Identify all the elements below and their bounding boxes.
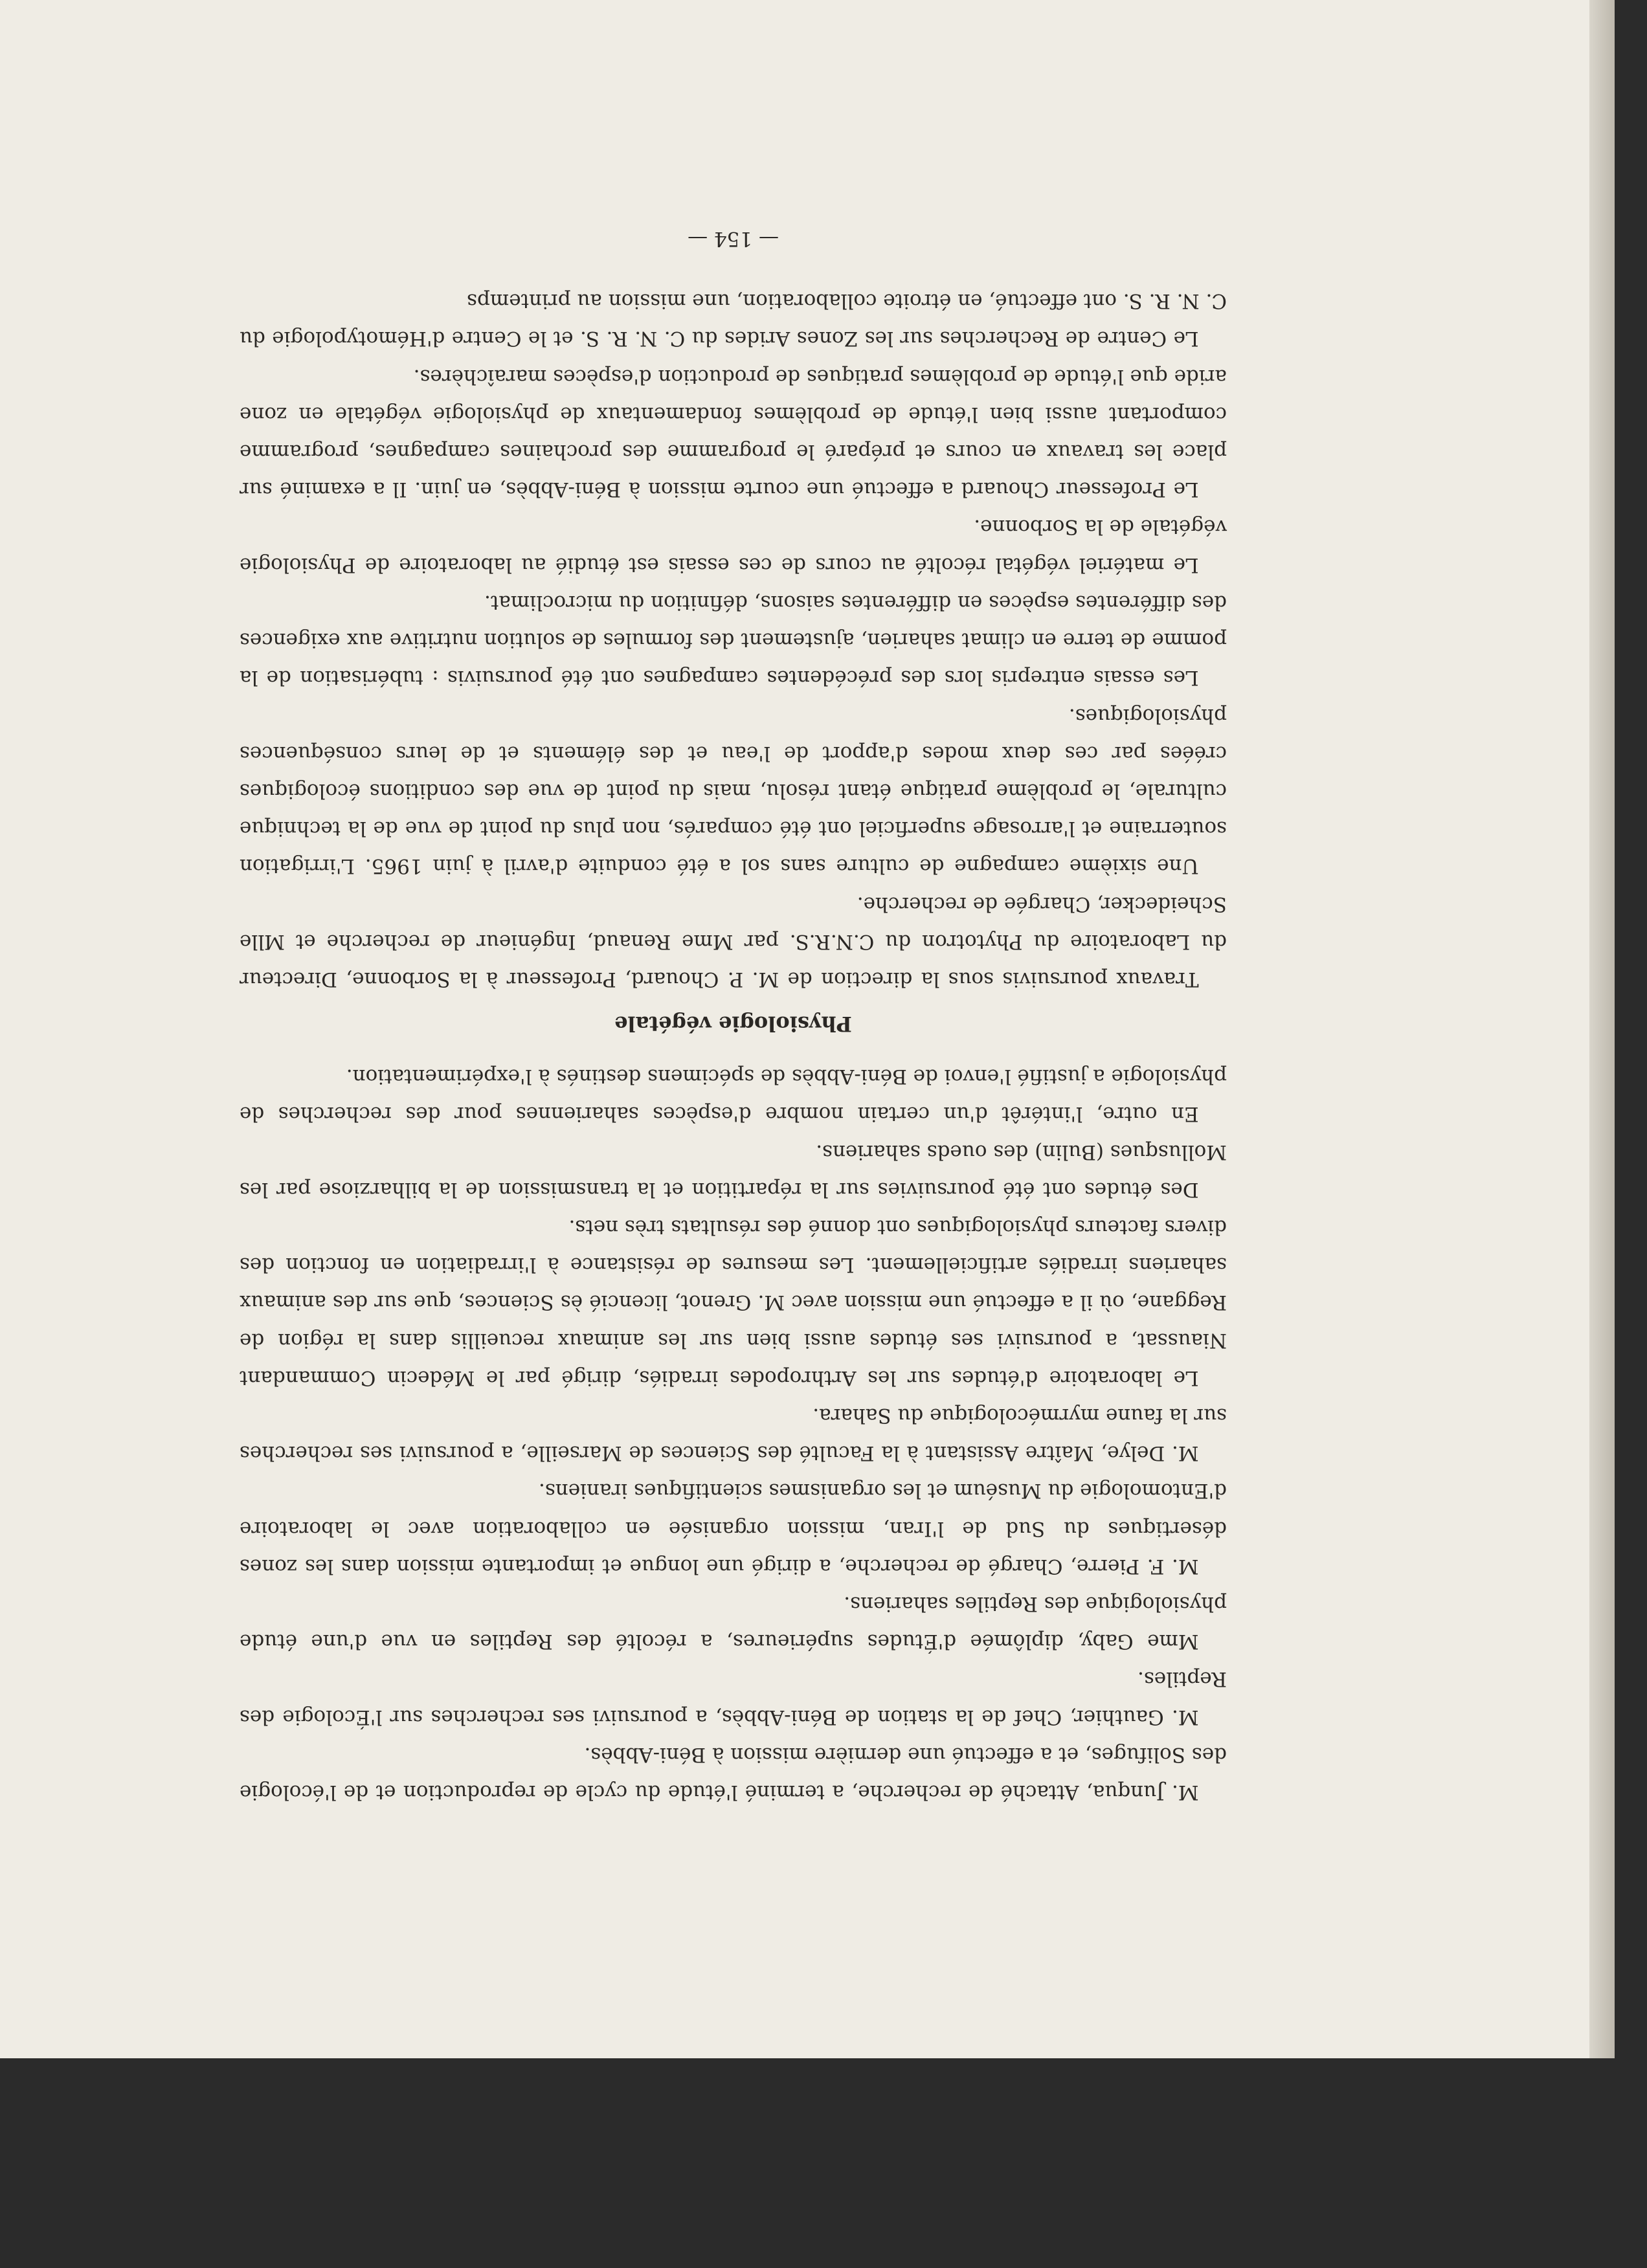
paragraph: Des études ont été poursuivies sur la répartition et la transmission de la bilharziose par les Mollusques (Bulin) des oueds sahariens. xyxy=(240,1140,1227,1201)
page-gutter-shadow xyxy=(1589,0,1615,2058)
paragraph: Une sixième campagne de culture sans sol a été conduite d'avril à juin 1965. L'irrigation souterraine et l'arrosage superficiel ont été comparés, non plus du point de vue de la technique culturale, le problème pratique étant résolu, mais du point de vue des conditions écologiques créées par ces deux modes d'apport de l'eau et des éléments et de leurs conséquences physiologiques. xyxy=(240,704,1227,878)
paragraph: Le laboratoire d'études sur les Arthropodes irradiés, dirigé par le Médecin Commandant Niaussat, a poursuivi ses études aussi bien sur les animaux recueillis dans la région de Reggane, où il a effectué une mission avec M. Grenot, licencié ès Sciences, que sur des animaux sahariens irradiés artificiellement. Les mesures de résistance à l'irradiation en fonction des divers facteurs physiologiques ont donné des résultats très nets. xyxy=(240,1216,1227,1390)
paragraph: Le matériel végétal récolté au cours de ces essais est étudié au laboratoire de Physiologie végétale de la Sorbonne. xyxy=(240,515,1227,577)
rotated-text-block xyxy=(240,220,1227,1811)
paragraph: M. Delye, Maître Assistant à la Faculté des Sciences de Marseille, a poursuivi ses recherches sur la faune myrmécologique du Sahara. xyxy=(240,1404,1227,1465)
paragraph: Travaux poursuivis sous la direction de M. P. Chouard, Professeur à la Sorbonne, Directeur du Laboratoire du Phytotron du C.N.R.S. par Mme Renaud, Ingénieur de recherche et Mlle Scheidecker, Chargée de recherche. xyxy=(240,892,1227,992)
paragraph: Le Professeur Chouard a effectué une courte mission à Béni-Abbès, en juin. Il a examiné sur place les travaux en cours et préparé le programme des prochaines campagnes, programme comportant aussi bien l'étude de problèmes fondamentaux de physiologie végétale en zone aride que l'étude de problèmes pratiques de production d'espèces maraîchères. xyxy=(240,364,1227,502)
paragraph: Les essais entrepris lors des précédentes campagnes ont été poursuivis : tubérisation de la pomme de terre en climat saharien, ajustement des formules de solution nutritive aux exigences des différentes espèces en différentes saisons, définition du microclimat. xyxy=(240,591,1227,690)
paragraph: M. Junqua, Attaché de recherche, a terminé l'étude du cycle de reproduction et de l'écologie des Solifuges, et a effectué une dernière mission à Béni-Abbès. xyxy=(240,1742,1227,1805)
section-heading: Physiologie végétale xyxy=(614,1012,852,1037)
paragraph: Mme Gaby, diplômée d'Études supérieures, a récolté des Reptiles en vue d'une étude physiologique des Reptiles sahariens. xyxy=(240,1592,1227,1654)
page-number: — 154 — xyxy=(688,227,779,251)
paragraph: M. F. Pierre, Chargé de recherche, a dirigé une longue et importante mission dans les zones désertiques du Sud de l'Iran, mission organisée en collaboration avec le laboratoire d'Entomologie du Muséum et les organismes scientifiques iraniens. xyxy=(240,1479,1227,1578)
paragraph: M. Gauthier, Chef de la station de Béni-Abbès, a poursuivi ses recherches sur l'Écologie des Reptiles. xyxy=(240,1667,1227,1729)
paragraph: Le Centre de Recherches sur les Zones Arides du C. N. R. S. et le Centre d'Hémotypologie du C. N. R. S. ont effectué, en étroite collaboration, une mission au printemps xyxy=(240,289,1227,351)
paragraph: En outre, l'intérêt d'un certain nombre d'espèces sahariennes pour des recherches de physiologie a justifié l'envoi de Béni-Abbès de spécimens destinés à l'expérimentation. xyxy=(240,1065,1227,1126)
